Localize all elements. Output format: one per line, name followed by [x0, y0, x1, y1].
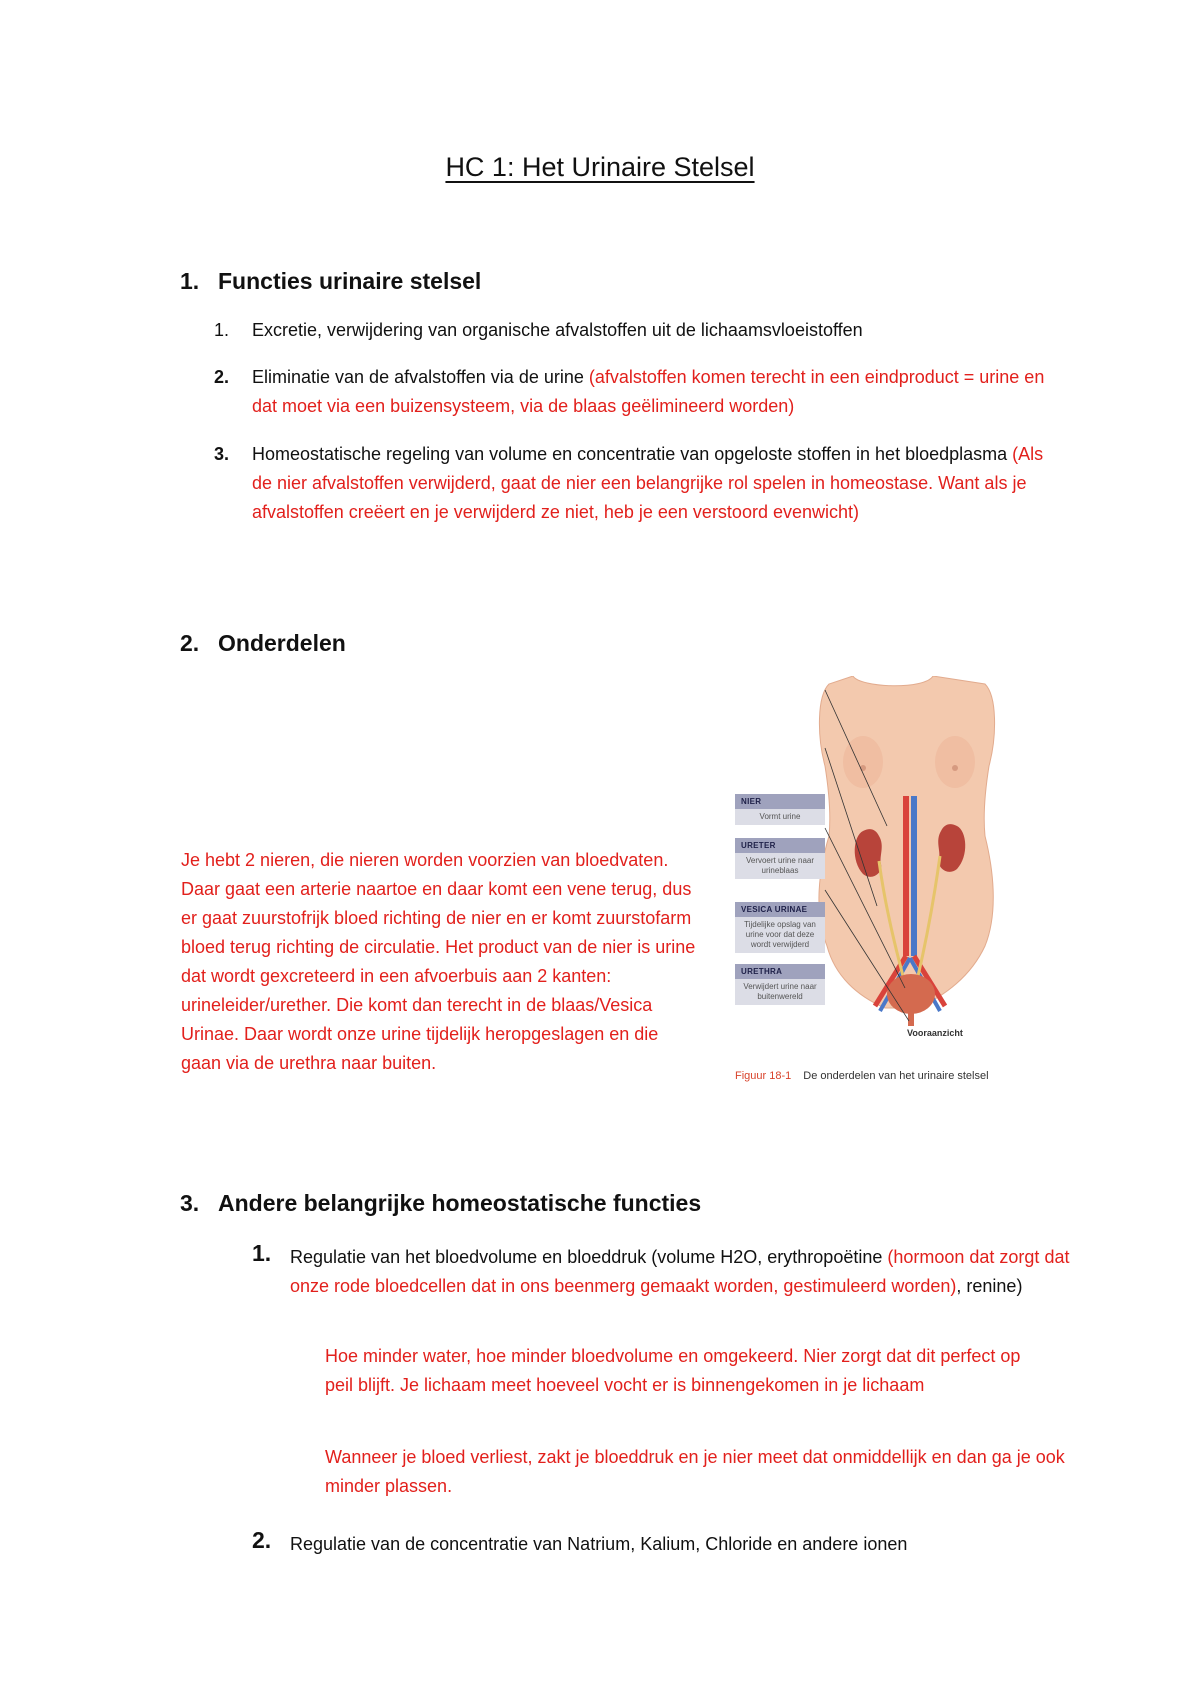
section-number: 2.: [180, 630, 200, 656]
caption-text: De onderdelen van het urinaire stelsel: [803, 1070, 989, 1082]
figure-caption: [735, 1070, 989, 1082]
list-number: 1.: [252, 1240, 272, 1266]
list-item: [252, 1240, 1080, 1301]
list-item: [214, 316, 1072, 345]
list-number: 1.: [214, 320, 230, 340]
list-number: 2.: [214, 367, 230, 387]
label-body: Tijdelijke opslag van urine voor dat deze wordt verwijderd: [744, 920, 816, 949]
list-text: Excretie, verwijdering van organische afvalstoffen uit de lichaamsvloeistoffen: [252, 320, 863, 340]
urinary-system-figure: [735, 676, 1035, 1086]
section-2-paragraph: Je hebt 2 nieren, die nieren worden voorzien van bloedvaten. Daar gaat een arterie naartoe en daar komt een vene terug, dus er gaat zuurstofrijk bloed richting de nier en er komt zuurstofarm bloed terug richting de circulatie. Het product van de nier is urine dat wordt gexcreteerd in een afvoerbuis aan 2 kanten: urineleider/urether. Die komt dan terecht in de blaas/Vesica Urinae. Daar wordt onze urine tijdelijk heropgeslagen en die gaan via de urethra naar buiten.: [181, 850, 696, 1073]
caption-number: Figuur 18-1: [735, 1070, 792, 1082]
label-head: VESICA URINAE: [735, 902, 825, 917]
label-nier: [735, 794, 825, 825]
list-note-red: (afvalstoffen komen terecht in een eindproduct = urine en dat moet via een buizensysteem, via de blaas geëlimineerd worden): [252, 367, 1045, 416]
list-text-tail: , renine): [956, 1276, 1023, 1296]
label-body: Vormt urine: [759, 812, 801, 821]
label-head: URETHRA: [735, 964, 825, 979]
view-label: Vooraanzicht: [907, 1028, 963, 1038]
section-2-heading: [180, 630, 346, 657]
list-text: Regulatie van het bloedvolume en bloeddruk (volume H2O, erythropoëtine: [290, 1247, 888, 1267]
label-body: Verwijdert urine naar buitenwereld: [743, 982, 817, 1001]
label-head: NIER: [735, 794, 825, 809]
list-item: [214, 440, 1062, 527]
section-title: Onderdelen: [218, 630, 346, 656]
section-title: Andere belangrijke homeostatische functies: [218, 1190, 702, 1216]
section-title: Functies urinaire stelsel: [218, 268, 482, 294]
list-number: 3.: [214, 444, 230, 464]
section-number: 1.: [180, 268, 200, 294]
list-text: Homeostatische regeling van volume en concentratie van opgeloste stoffen in het bloedplasma: [252, 444, 1013, 464]
note-paragraph: Wanneer je bloed verliest, zakt je bloeddruk en je nier meet dat onmiddellijk en dan ga je ook minder plassen.: [325, 1447, 1065, 1496]
note-paragraph: Hoe minder water, hoe minder bloedvolume en omgekeerd. Nier zorgt dat dit perfect op peil blijft. Je lichaam meet hoeveel vocht er is binnengekomen in je lichaam: [325, 1346, 1021, 1395]
label-ureter: [735, 838, 825, 879]
list-item: [214, 363, 1072, 421]
list-number: 2.: [252, 1527, 272, 1553]
label-urethra: [735, 964, 825, 1005]
page-title: HC 1: Het Urinaire Stelsel: [445, 152, 755, 182]
section-3-heading: [180, 1190, 701, 1217]
list-text: Eliminatie van de afvalstoffen via de urine: [252, 367, 589, 387]
list-note-red: (hormoon dat zorgt dat onze rode bloedcellen dat in ons beenmerg gemaakt worden, gestimuleerd worden): [290, 1247, 1070, 1296]
label-body: Vervoert urine naar urineblaas: [745, 856, 815, 875]
section-1-heading: [180, 268, 481, 295]
list-text: Regulatie van de concentratie van Natrium, Kalium, Chloride en andere ionen: [290, 1534, 908, 1554]
label-vesica-urinae: [735, 902, 825, 953]
section-number: 3.: [180, 1190, 200, 1216]
list-item: [252, 1527, 1080, 1559]
label-head: URETER: [735, 838, 825, 853]
list-note-red: (Als de nier afvalstoffen verwijderd, gaat de nier een belangrijke rol spelen in homeostase. Want als je afvalstoffen creëert en je verwijderd ze niet, heb je een verstoord evenwicht): [252, 444, 1044, 522]
